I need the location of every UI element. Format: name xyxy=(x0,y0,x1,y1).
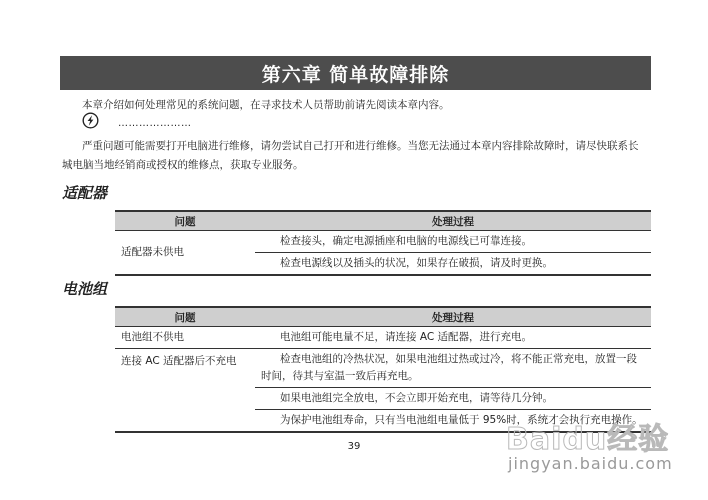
watermark-url: jingyan.baidu.com xyxy=(508,454,673,473)
section-title-battery: 电池组 xyxy=(62,280,108,298)
caution-paragraph xyxy=(62,137,662,175)
caution-line-1: 严重问题可能需要打开电脑进行维修，请勿尝试自己打开和进行维修。当您无法通过本章内容排除故障时，请尽快联系长 xyxy=(82,140,639,152)
problem-cell: 电池组不供电 xyxy=(115,327,255,349)
section-title-adapter: 适配器 xyxy=(62,184,108,202)
table-header-row xyxy=(115,307,651,327)
chapter-title-banner xyxy=(60,56,651,90)
caution-line-2: 城电脑当地经销商或授权的维修点，获取专业服务。 xyxy=(62,159,304,171)
problem-cell: 连接 AC 适配器后不充电 xyxy=(115,349,255,433)
watermark-logo: Baidu经验 xyxy=(506,422,670,457)
page-number: 39 xyxy=(347,441,361,452)
chapter-intro: 本章介绍如何处理常见的系统问题，在寻求技术人员帮助前请先阅读本章内容。 xyxy=(82,99,450,111)
table-row xyxy=(115,231,651,253)
table-row xyxy=(115,349,651,388)
problem-cell: 适配器未供电 xyxy=(115,231,255,276)
solution-cell: 电池组可能电量不足，请连接 AC 适配器，进行充电。 xyxy=(255,327,651,349)
header-problem: 问题 xyxy=(115,307,255,327)
chapter-title: 第六章 简单故障排除 xyxy=(261,63,450,86)
solution-cell: 检查接头，确定电源插座和电脑的电源线已可靠连接。 xyxy=(255,231,651,253)
lightning-warning-icon xyxy=(82,112,99,129)
warning-dots: ………………… xyxy=(118,118,192,129)
solution-cell: 如果电池组完全放电，不会立即开始充电，请等待几分钟。 xyxy=(255,388,651,410)
table-row xyxy=(115,327,651,349)
header-solution: 处理过程 xyxy=(255,211,651,231)
table-header-row xyxy=(115,211,651,231)
adapter-table xyxy=(115,210,651,276)
solution-cell: 为保护电池组寿命，只有当电池组电量低于 95%时，系统才会执行充电操作。 xyxy=(255,410,651,433)
header-problem: 问题 xyxy=(115,211,255,231)
baidu-watermark xyxy=(478,410,706,490)
solution-cell: 检查电源线以及插头的状况，如果存在破损，请及时更换。 xyxy=(255,253,651,276)
solution-cell: 检查电池组的冷热状况，如果电池组过热或过冷，将不能正常充电，放置一段时间，待其与室温一致后再充电。 xyxy=(255,349,651,388)
header-solution: 处理过程 xyxy=(255,307,651,327)
